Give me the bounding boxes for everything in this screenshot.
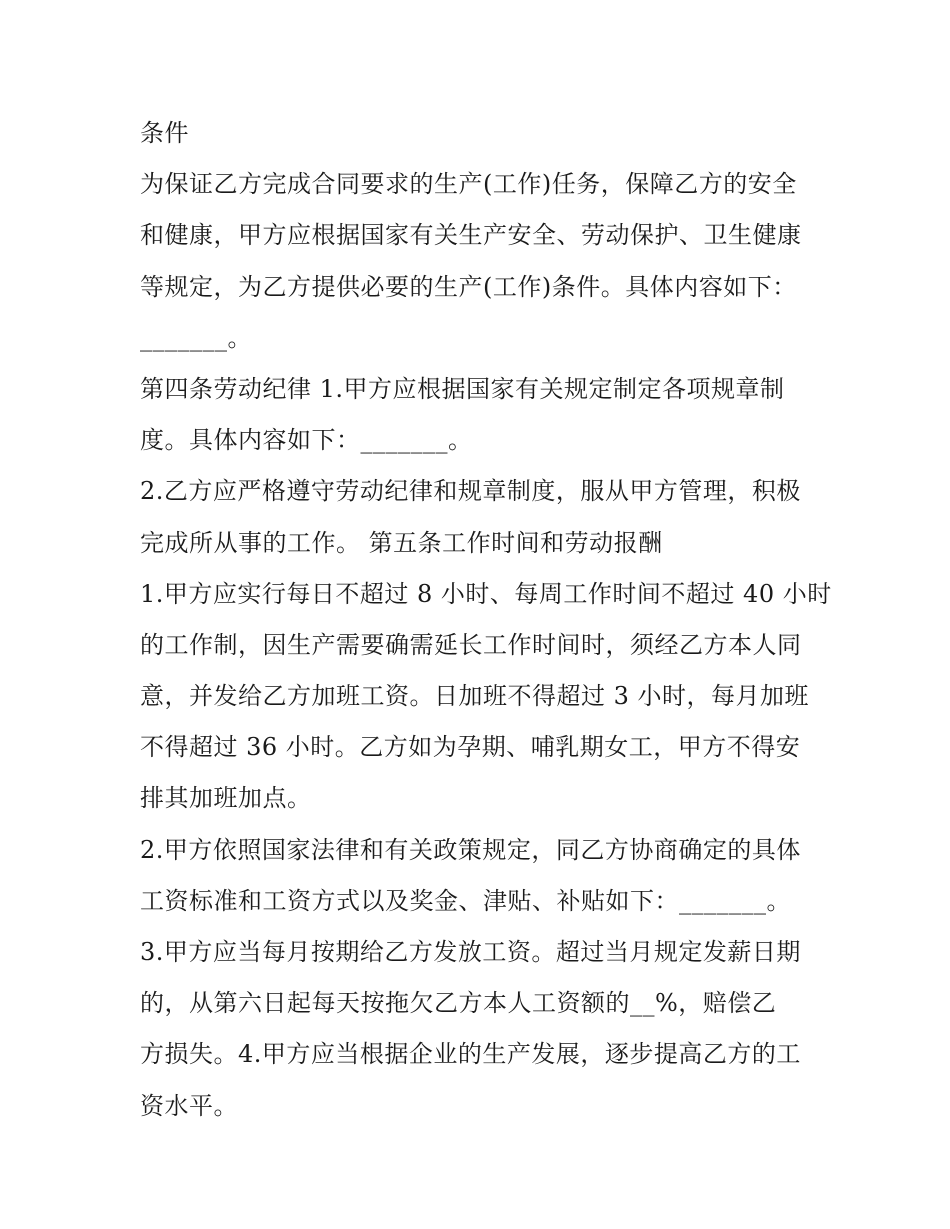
text-line: 的工作制，因生产需要确需延长工作时间时，须经乙方本人同 bbox=[140, 630, 802, 659]
text-line: 1.甲方应实行每日不超过 8 小时、每周工作时间不超过 40 小时 bbox=[140, 579, 832, 608]
text-line: 排其加班加点。 bbox=[140, 784, 312, 813]
text-line: _______。 bbox=[140, 323, 252, 352]
text-line: 2.乙方应严格遵守劳动纪律和规章制度，服从甲方管理，积极 bbox=[140, 477, 801, 506]
text-line: 和健康，甲方应根据国家有关生产安全、劳动保护、卫生健康 bbox=[140, 221, 802, 250]
text-line: 度。具体内容如下：_______。 bbox=[140, 426, 473, 455]
text-line: 为保证乙方完成合同要求的生产(工作)任务，保障乙方的安全 bbox=[140, 170, 797, 199]
text-line: 条件 bbox=[140, 119, 189, 147]
contract-text bbox=[140, 108, 832, 1132]
text-line: 工资标准和工资方式以及奖金、津贴、补贴如下：_______。 bbox=[140, 886, 791, 915]
text-line: 意，并发给乙方加班工资。日加班不得超过 3 小时，每月加班 bbox=[140, 682, 810, 711]
text-line: 等规定，为乙方提供必要的生产(工作)条件。具体内容如下： bbox=[140, 272, 797, 301]
text-line: 完成所从事的工作。 第五条工作时间和劳动报酬 bbox=[140, 528, 663, 557]
text-line: 3.甲方应当每月按期给乙方发放工资。超过当月规定发薪日期 bbox=[140, 938, 801, 966]
text-line: 方损失。4.甲方应当根据企业的生产发展，逐步提高乙方的工 bbox=[140, 1040, 801, 1069]
text-line: 第四条劳动纪律 1.甲方应根据国家有关规定制定各项规章制 bbox=[140, 374, 785, 403]
text-line: 资水平。 bbox=[140, 1091, 238, 1120]
text-line: 不得超过 36 小时。乙方如为孕期、哺乳期女工，甲方不得安 bbox=[140, 733, 801, 762]
text-line: 2.甲方依照国家法律和有关政策规定，同乙方协商确定的具体 bbox=[140, 835, 801, 864]
text-line: 的，从第六日起每天按拖欠乙方本人工资额的__%，赔偿乙 bbox=[140, 989, 777, 1018]
